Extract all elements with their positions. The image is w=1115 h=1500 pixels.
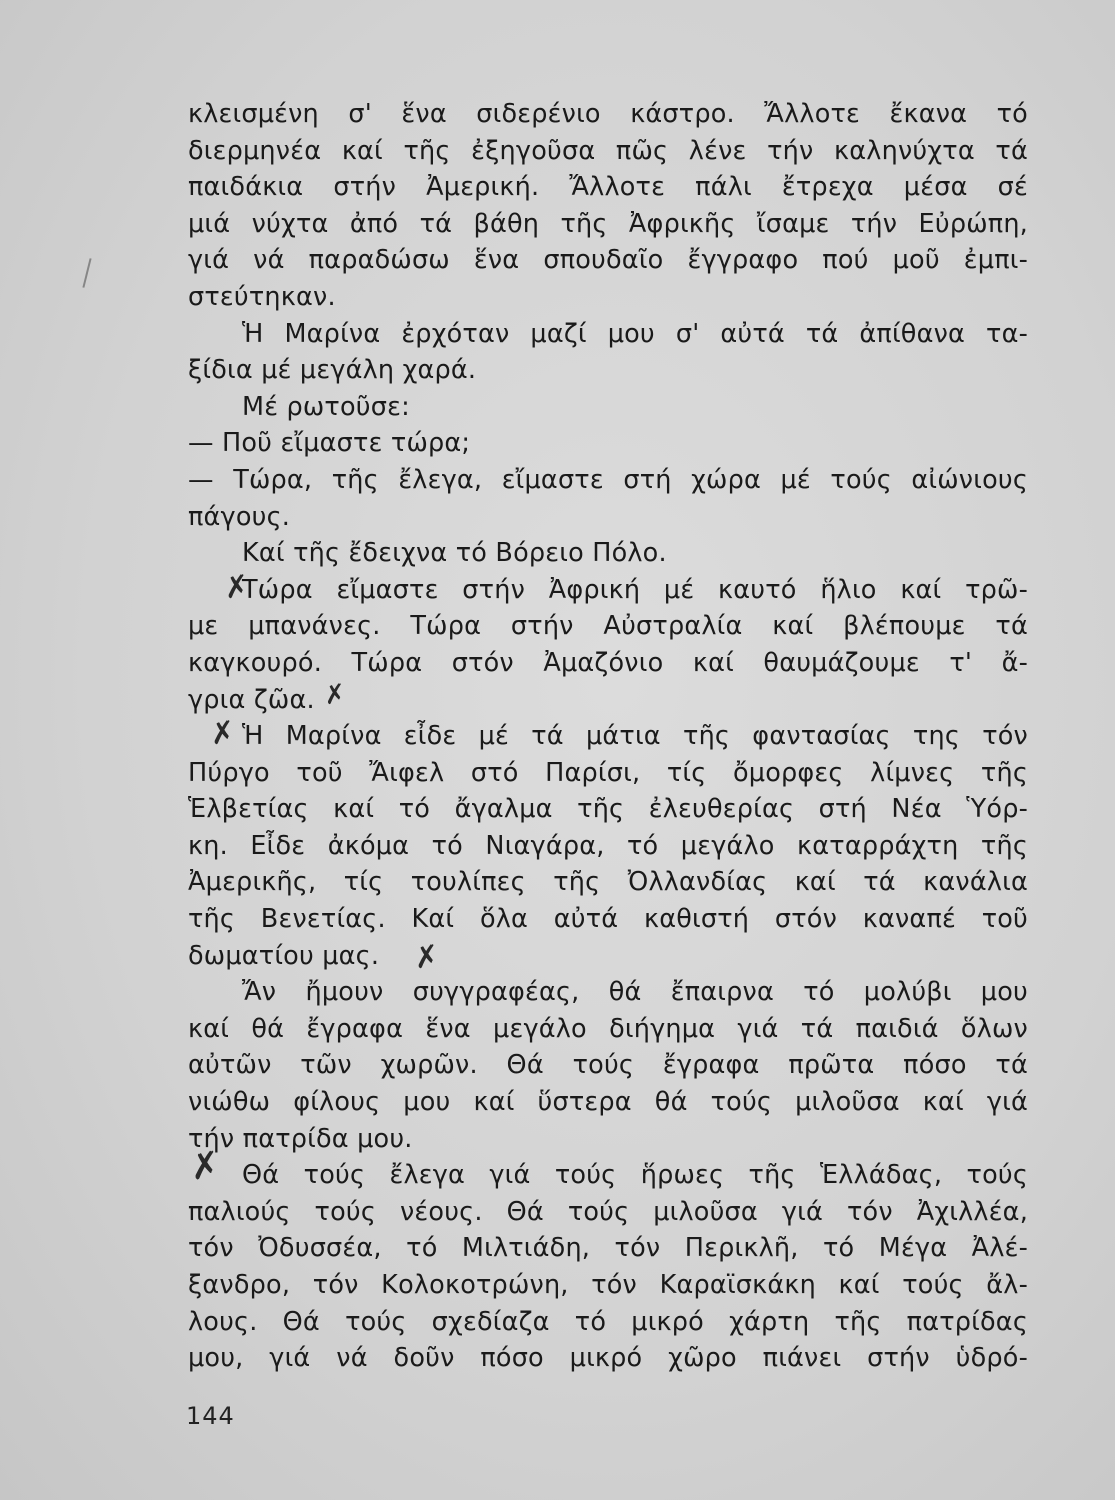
text-line: Θά τούς ἔλεγα γιά τούς ἥρωες τῆς Ἑλλάδας, τούς [242, 1160, 1028, 1191]
text-line: Μέ ρωτοῦσε: [242, 391, 410, 422]
text-line: κλεισμένη σ' ἕνα σιδερένιο κάστρο. Ἄλλοτε ἔκανα τό [188, 99, 1028, 129]
text-line: διερμηνέα καί τῆς ἐξηγοῦσα πῶς λένε τήν καληνύχτα τά [188, 135, 1028, 166]
text-line: Ἡ Μαρίνα ἐρχόταν μαζί μου σ' αὐτά τά ἀπίθανα τα- [242, 318, 1028, 349]
text-line: Ἀμερικῆς, τίς τουλίπες τῆς Ὀλλανδίας καί τά κανάλια [188, 867, 1028, 898]
body-text [188, 96, 1028, 1377]
page-number: 144 [186, 1402, 235, 1430]
text-line: παλιούς τούς νέους. Θά τούς μιλοῦσα γιά τόν Ἀχιλλέα, [188, 1196, 1028, 1227]
handwritten-x-mark: ✗ [207, 714, 238, 753]
text-line: — Ποῦ εἴμαστε τώρα; [188, 428, 471, 459]
text-line: γρια ζῶα. [188, 684, 315, 715]
handwritten-x-mark: ✗ [322, 678, 348, 712]
text-line: καί θά ἔγραφα ἕνα μεγάλο διήγημα γιά τά παιδιά ὅλων [188, 1013, 1028, 1044]
text-line: τήν πατρίδα μου. [188, 1123, 413, 1154]
text-line: γιά νά παραδώσω ἕνα σπουδαῖο ἔγγραφο πού μοῦ ἐμπι- [188, 245, 1028, 276]
handwritten-x-mark: ✗ [187, 1144, 223, 1189]
text-line: Τώρα εἴμαστε στήν Ἀφρική μέ καυτό ἥλιο καί τρῶ- [242, 574, 1028, 605]
text-line: κη. Εἶδε ἀκόμα τό Νιαγάρα, τό μεγάλο καταρράχτη τῆς [188, 830, 1028, 861]
text-line: Ἑλβετίας καί τό ἄγαλμα τῆς ἐλευθερίας στή Νέα Ὑόρ- [188, 794, 1028, 825]
text-line: Καί τῆς ἔδειχνα τό Βόρειο Πόλο. [242, 538, 667, 569]
text-line: αὐτῶν τῶν χωρῶν. Θά τούς ἔγραφα πρῶτα πόσο τά [188, 1050, 1028, 1081]
text-line: δωματίου μας. [188, 940, 380, 971]
text-line: καγκουρό. Τώρα στόν Ἀμαζόνιο καί θαυμάζουμε τ' ἄ- [188, 647, 1028, 678]
text-line: — Τώρα, τῆς ἔλεγα, εἴμαστε στή χώρα μέ τούς αἰώνιους [188, 464, 1028, 495]
text-line: Ἡ Μαρίνα εἶδε μέ τά μάτια τῆς φαντασίας της τόν [242, 721, 1028, 752]
text-line: με μπανάνες. Τώρα στήν Αὐστραλία καί βλέπουμε τά [188, 611, 1028, 642]
text-line: ξανδρο, τόν Κολοκοτρώνη, τόν Καραϊσκάκη καί τούς ἄλ- [188, 1270, 1028, 1300]
text-line: στεύτηκαν. [188, 281, 336, 312]
text-line: Πύργο τοῦ Ἄιφελ στό Παρίσι, τίς ὄμορφες λίμνες τῆς [188, 757, 1028, 788]
text-line: πάγους. [188, 501, 291, 532]
text-line: τόν Ὀδυσσέα, τό Μιλτιάδη, τόν Περικλῆ, τό Μέγα Ἀλέ- [188, 1233, 1028, 1264]
text-line: παιδάκια στήν Ἀμερική. Ἄλλοτε πάλι ἔτρεχα μέσα σέ [188, 172, 1028, 203]
text-line: τῆς Βενετίας. Καί ὅλα αὐτά καθιστή στόν καναπέ τοῦ [188, 904, 1028, 935]
handwritten-x-mark: ✗ [221, 568, 252, 607]
text-line: Ἄν ἤμουν συγγραφέας, θά ἔπαιρνα τό μολύβι μου [242, 977, 1028, 1008]
handwritten-x-mark: ✗ [411, 938, 442, 977]
text-line: ξίδια μέ μεγάλη χαρά. [188, 355, 477, 386]
text-line: λους. Θά τούς σχεδίαζα τό μικρό χάρτη τῆς πατρίδας [188, 1306, 1028, 1337]
text-line: νιώθω φίλους μου καί ὕστερα θά τούς μιλοῦσα καί γιά [188, 1087, 1028, 1118]
text-line: μιά νύχτα ἀπό τά βάθη τῆς Ἀφρικῆς ἴσαμε τήν Εὐρώπη, [188, 208, 1028, 239]
text-line: μου, γιά νά δοῦν πόσο μικρό χῶρο πιάνει στήν ὑδρό- [188, 1343, 1028, 1374]
